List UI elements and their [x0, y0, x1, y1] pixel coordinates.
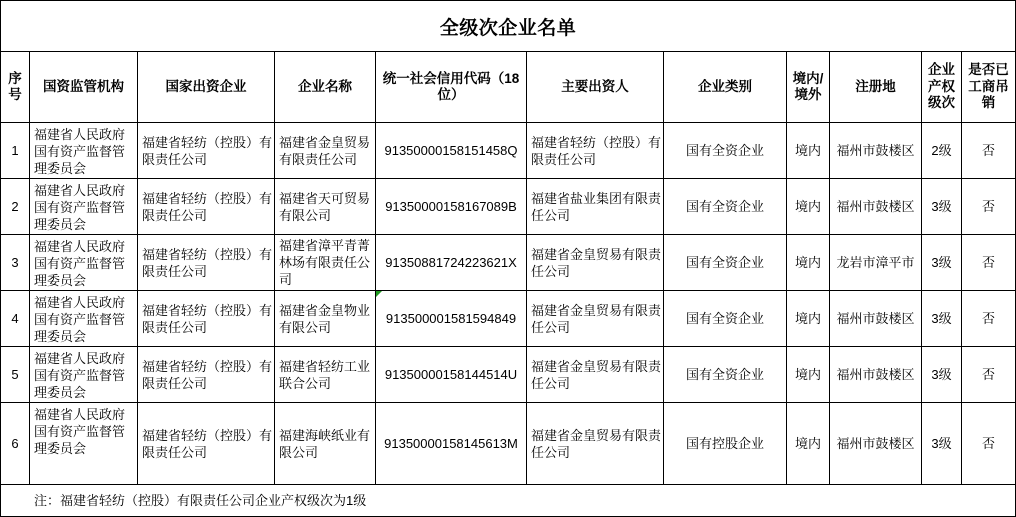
- cell-main-investor: 福建省金皇贸易有限责任公司: [527, 235, 664, 291]
- cell-funding-enterprise: 福建省轻纺（控股）有限责任公司: [138, 179, 275, 235]
- cell-company-name: 福建海峡纸业有限公司: [275, 403, 376, 485]
- cell-company-type: 国有全资企业: [664, 291, 787, 347]
- cell-location: 境内: [787, 403, 830, 485]
- header-credit-code: 统一社会信用代码（18位）: [376, 52, 527, 123]
- cell-credit-code: [376, 291, 527, 347]
- cell-funding-enterprise: 福建省轻纺（控股）有限责任公司: [138, 403, 275, 485]
- cell-company-type: 国有控股企业: [664, 403, 787, 485]
- cell-index: 1: [0, 123, 30, 179]
- header-equity-level: 企业产权级次: [922, 52, 962, 123]
- cell-funding-enterprise: 福建省轻纺（控股）有限责任公司: [138, 291, 275, 347]
- cell-registration-place: 福州市鼓楼区: [830, 403, 922, 485]
- cell-location: 境内: [787, 347, 830, 403]
- cell-registration-place: 福州市鼓楼区: [830, 179, 922, 235]
- cell-revoked-status: 否: [962, 403, 1016, 485]
- cell-company-name: 福建省轻纺工业联合公司: [275, 347, 376, 403]
- cell-index: 5: [0, 347, 30, 403]
- cell-equity-level: 3级: [922, 235, 962, 291]
- table-title: 全级次企业名单: [0, 0, 1016, 52]
- cell-index: 4: [0, 291, 30, 347]
- credit-code-text: 913500001581594849: [385, 311, 517, 326]
- cell-equity-level: 2级: [922, 123, 962, 179]
- cell-company-name: 福建省天可贸易有限公司: [275, 179, 376, 235]
- cell-company-type: 国有全资企业: [664, 123, 787, 179]
- cell-company-name: 福建省金皇贸易有限责任公司: [275, 123, 376, 179]
- header-company-name: 企业名称: [275, 52, 376, 123]
- cell-main-investor: 福建省金皇贸易有限责任公司: [527, 291, 664, 347]
- cell-regulator: 福建省人民政府国有资产监督管理委员会: [30, 179, 138, 235]
- cell-main-investor: 福建省盐业集团有限责任公司: [527, 179, 664, 235]
- cell-registration-place: 福州市鼓楼区: [830, 347, 922, 403]
- cell-revoked-status: 否: [962, 347, 1016, 403]
- cell-regulator: 福建省人民政府国有资产监督管理委员会: [30, 291, 138, 347]
- cell-funding-enterprise: 福建省轻纺（控股）有限责任公司: [138, 347, 275, 403]
- header-main-investor: 主要出资人: [527, 52, 664, 123]
- header-revoked-status: 是否已工商吊销: [962, 52, 1016, 123]
- cell-registration-place: 龙岩市漳平市: [830, 235, 922, 291]
- cell-main-investor: 福建省轻纺（控股）有限责任公司: [527, 123, 664, 179]
- cell-location: 境内: [787, 291, 830, 347]
- cell-credit-code: 91350000158167089B: [376, 179, 527, 235]
- header-funding-enterprise: 国家出资企业: [138, 52, 275, 123]
- cell-equity-level: 3级: [922, 179, 962, 235]
- cell-credit-code: 91350000158151458Q: [376, 123, 527, 179]
- cell-company-type: 国有全资企业: [664, 347, 787, 403]
- header-registration-place: 注册地: [830, 52, 922, 123]
- cell-credit-code: 91350881724223621X: [376, 235, 527, 291]
- header-index: 序号: [0, 52, 30, 123]
- cell-location: 境内: [787, 179, 830, 235]
- cell-registration-place: 福州市鼓楼区: [830, 123, 922, 179]
- cell-funding-enterprise: 福建省轻纺（控股）有限责任公司: [138, 123, 275, 179]
- cell-regulator: 福建省人民政府国有资产监督管理委员会: [30, 123, 138, 179]
- number-stored-as-text-indicator: [376, 291, 382, 297]
- header-regulator: 国资监管机构: [30, 52, 138, 123]
- cell-index: 2: [0, 179, 30, 235]
- cell-revoked-status: 否: [962, 291, 1016, 347]
- cell-revoked-status: 否: [962, 235, 1016, 291]
- cell-credit-code: 91350000158144514U: [376, 347, 527, 403]
- header-location: 境内/境外: [787, 52, 830, 123]
- cell-main-investor: 福建省金皇贸易有限责任公司: [527, 403, 664, 485]
- cell-revoked-status: 否: [962, 179, 1016, 235]
- cell-regulator: 福建省人民政府国有资产监督管理委员会: [30, 403, 138, 485]
- cell-company-type: 国有全资企业: [664, 179, 787, 235]
- table-note: 注：福建省轻纺（控股）有限责任公司企业产权级次为1级: [0, 485, 1016, 517]
- cell-index: 3: [0, 235, 30, 291]
- cell-revoked-status: 否: [962, 123, 1016, 179]
- cell-equity-level: 3级: [922, 347, 962, 403]
- cell-credit-code: 91350000158145613M: [376, 403, 527, 485]
- cell-location: 境内: [787, 235, 830, 291]
- cell-index: 6: [0, 403, 30, 485]
- cell-company-name: 福建省漳平青菁林场有限责任公司: [275, 235, 376, 291]
- cell-regulator: 福建省人民政府国有资产监督管理委员会: [30, 235, 138, 291]
- cell-equity-level: 3级: [922, 291, 962, 347]
- cell-registration-place: 福州市鼓楼区: [830, 291, 922, 347]
- header-company-type: 企业类别: [664, 52, 787, 123]
- cell-funding-enterprise: 福建省轻纺（控股）有限责任公司: [138, 235, 275, 291]
- enterprise-table: [0, 52, 1016, 517]
- cell-regulator: 福建省人民政府国有资产监督管理委员会: [30, 347, 138, 403]
- cell-company-type: 国有全资企业: [664, 235, 787, 291]
- cell-location: 境内: [787, 123, 830, 179]
- cell-equity-level: 3级: [922, 403, 962, 485]
- cell-company-name: 福建省金皇物业有限公司: [275, 291, 376, 347]
- cell-main-investor: 福建省金皇贸易有限责任公司: [527, 347, 664, 403]
